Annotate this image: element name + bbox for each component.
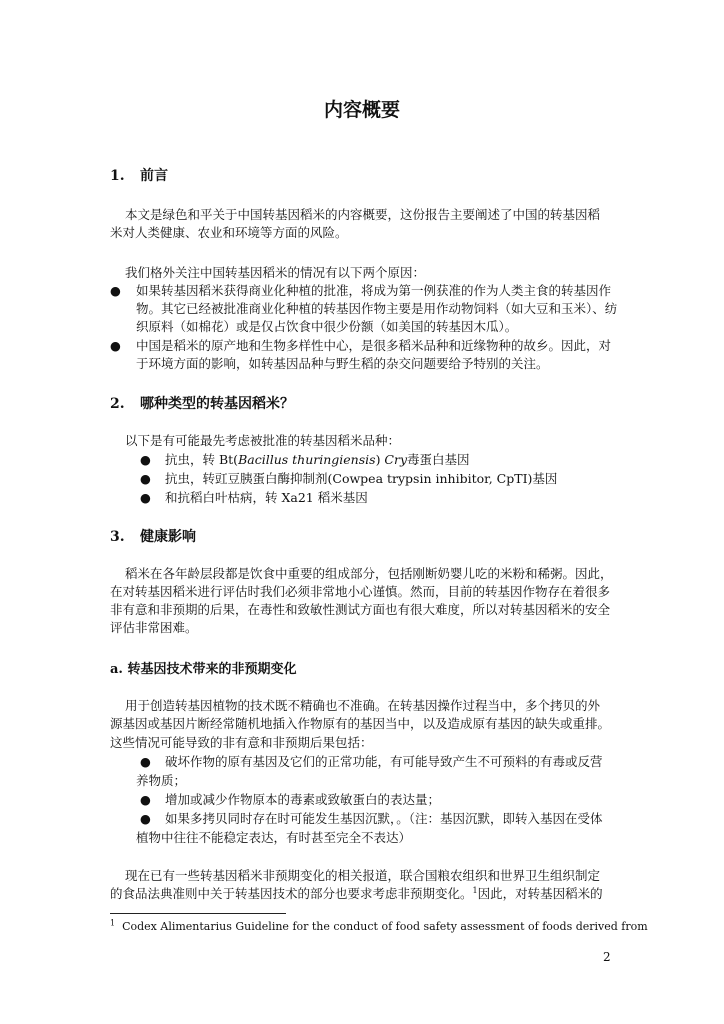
section-1-title: 前言 — [140, 168, 168, 184]
page-title: 内容概要 — [323, 99, 400, 121]
section-3-title: 健康影响 — [140, 529, 196, 545]
s3-p3-line: 现在已有一些转基因稻米非预期变化的相关报道，联合国粮农组织和世界卫生组织制定 — [125, 868, 601, 883]
footnote — [110, 920, 648, 933]
s3-bullet-1-cont: 养物质； — [136, 773, 187, 788]
s1-bullet-1-cont: 物。其它已经被批准商业化种植的转基因作物主要是用作动物饲料（如大豆和玉米）、纺 — [136, 301, 618, 316]
s2-intro: 以下是有可能最先考虑被批准的转基因稻米品种： — [125, 433, 401, 448]
s3-bullet-1: ● 破坏作物的原有基因及它们的正常功能，有可能导致产生不可预料的有毒或反营 — [140, 754, 603, 769]
section-3-number: 3. — [110, 529, 125, 545]
s3-p1-line: 稻米在各年龄层段都是饮食中重要的组成部分，包括刚断奶婴儿吃的米粉和稀粥。因此， — [125, 566, 613, 581]
bullet-icon: ● — [110, 338, 121, 353]
s3-subheading: a. 转基因技术带来的非预期变化 — [110, 662, 297, 677]
footnote-text: Codex Alimentarius Guideline for the conduct of food safety assessment of foods derived from — [122, 920, 648, 933]
section-2-number: 2. — [110, 396, 125, 412]
bullet-icon: ● — [140, 754, 151, 769]
bullet-icon: ● — [140, 490, 151, 505]
s1-p1-line: 本文是绿色和平关于中国转基因稻米的内容概要，这份报告主要阐述了中国的转基因稻 — [125, 207, 601, 222]
bullet-icon: ● — [140, 471, 151, 486]
s1-bullet-1-cont: 织原料（如棉花）或是仅占饮食中很少份额（如美国的转基因木瓜）。 — [136, 319, 518, 334]
s1-bullet-1: ● 如果转基因稻米获得商业化种植的批准，将成为第一例获准的作为人类主食的转基因作 — [110, 283, 612, 298]
s3-p1-line: 非有意和非预期的后果，在毒性和致敏性测试方面也有很大难度，所以对转基因稻米的安全 — [110, 602, 611, 617]
s1-p1-line: 米对人类健康、农业和环境等方面的风险。 — [110, 225, 348, 240]
bullet-icon: ● — [140, 792, 151, 807]
section-1-number: 1. — [110, 168, 125, 184]
section-2-heading — [110, 393, 294, 413]
s3-p1-line: 评估非常困难。 — [110, 620, 198, 635]
section-3-heading — [110, 526, 196, 546]
s2-item-2: ● 抗虫，转豇豆胰蛋白酶抑制剂(Cowpea trypsin inhibitor, CpTI)基因 — [140, 471, 558, 486]
bullet-icon: ● — [110, 283, 121, 298]
s1-p2: 我们格外关注中国转基因稻米的情况有以下两个原因： — [125, 265, 426, 280]
s3-p2-line: 这些情况可能导致的非有意和非预期后果包括： — [110, 735, 373, 750]
section-1-heading — [110, 165, 168, 185]
page-number: 2 — [603, 950, 611, 964]
bullet-icon: ● — [140, 811, 151, 826]
s3-p2-line: 用于创造转基因植物的技术既不精确也不准确。在转基因操作过程当中，多个拷贝的外 — [125, 698, 601, 713]
s2-item-3: ● 和抗稻白叶枯病，转 Xa21 稻米基因 — [140, 490, 368, 505]
s3-bullet-2: ● 增加或减少作物原本的毒素或致敏蛋白的表达量； — [140, 792, 441, 807]
bullet-icon: ● — [140, 452, 151, 467]
s1-bullet-2: ● 中国是稻米的原产地和生物多样性中心，是很多稻米品种和近缘物种的故乡。因此，对 — [110, 338, 612, 353]
s3-p1-line: 在对转基因稻米进行评估时我们必须非常地小心谨慎。然而，目前的转基因作物存在着很多 — [110, 584, 611, 599]
s3-p2-line: 源基因或基因片断经常随机地插入作物原有的基因当中，以及造成原有基因的缺失或重排。 — [110, 716, 611, 731]
s3-bullet-3-cont: 植物中往往不能稳定表达，有时甚至完全不表达） — [136, 830, 412, 845]
footnote-mark: 1 — [110, 918, 116, 928]
s2-item-1: ● 抗虫，转 Bt(Bacillus thuringiensis) Cry毒蛋白基因 — [140, 452, 470, 467]
s1-bullet-2-cont: 于环境方面的影响，如转基因品种与野生稻的杂交问题要给予特别的关注。 — [136, 356, 549, 371]
s3-p3-line: 的食品法典准则中关于转基因技术的部分也要求考虑非预期变化。$^1$因此，对转基因稻米的 — [110, 885, 603, 901]
section-2-title: 哪种类型的转基因稻米？ — [140, 396, 294, 412]
footnote-ref[interactable]: 1 — [472, 885, 478, 895]
s3-bullet-3: ● 如果多拷贝同时存在时可能发生基因沉默，。（注：基因沉默，即转入基因在受体 — [140, 811, 603, 826]
footnote-divider — [110, 913, 286, 914]
